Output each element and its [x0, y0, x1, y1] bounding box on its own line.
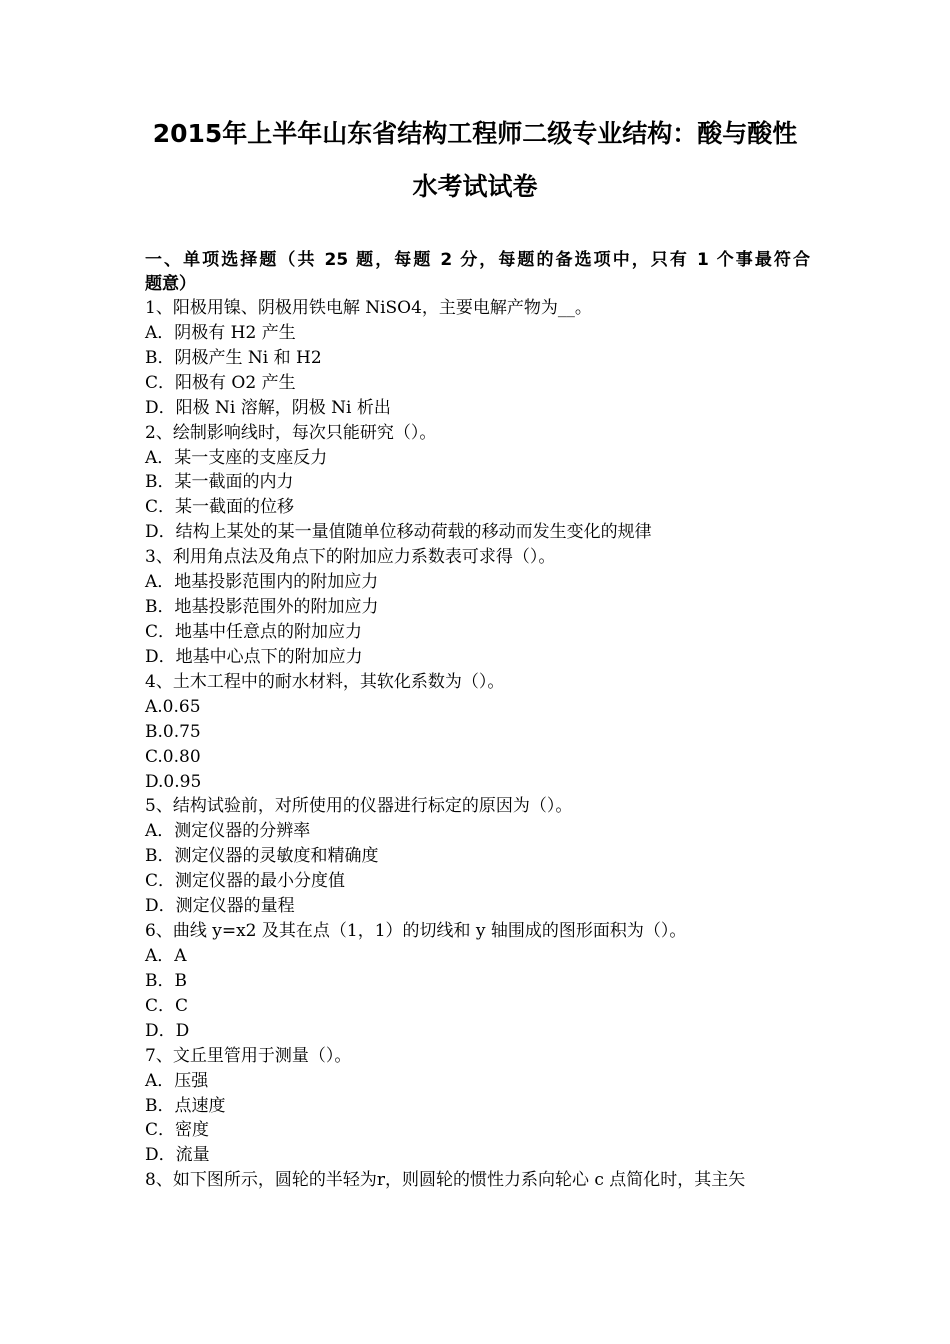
question-1-option-c: C．阳极有 O2 产生 — [145, 372, 296, 393]
question-1-option-b: B．阴极产生 Ni 和 H2 — [145, 347, 322, 368]
question-list — [145, 296, 825, 1193]
question-2-option-d: D．结构上某处的某一量值随单位移动荷载的移动而发生变化的规律 — [145, 522, 652, 543]
question-6-option-a: A．A — [145, 945, 187, 966]
question-7-option-a: A．压强 — [145, 1070, 209, 1091]
section-heading-line-1: 一、单项选择题（共 25 题，每题 2 分，每题的备选项中，只有 1 个事最符合 — [145, 250, 810, 270]
question-6-option-d: D．D — [145, 1020, 190, 1041]
question-4-option-d: D.0.95 — [145, 771, 202, 792]
question-5-option-d: D．测定仪器的量程 — [145, 896, 295, 917]
question-3-option-a: A．地基投影范围内的附加应力 — [145, 572, 379, 593]
document-title-line-1: 2015年上半年山东省结构工程师二级专业结构：酸与酸性 — [152, 119, 798, 148]
document-title-line-2: 水考试试卷 — [412, 172, 538, 201]
question-2-option-c: C．某一截面的位移 — [145, 497, 295, 518]
question-8-stem: 8、如下图所示，圆轮的半轻为r，则圆轮的惯性力系向轮心 c 点简化时，其主矢 — [145, 1170, 746, 1191]
question-2-stem: 2、绘制影响线时，每次只能研究（）。 — [145, 422, 437, 443]
question-4-option-c: C.0.80 — [145, 746, 201, 767]
question-3-option-c: C．地基中任意点的附加应力 — [145, 621, 363, 642]
question-3-option-b: B．地基投影范围外的附加应力 — [145, 597, 379, 618]
question-2-option-a: A．某一支座的支座反力 — [145, 447, 328, 468]
question-1-option-a: A．阴极有 H2 产生 — [145, 322, 296, 343]
question-6-option-b: B．B — [145, 970, 187, 991]
section-heading-line-2: 题意） — [145, 274, 196, 294]
question-5-option-a: A．测定仪器的分辨率 — [145, 821, 311, 842]
section-heading — [145, 248, 810, 296]
question-4-stem: 4、土木工程中的耐水材料，其软化系数为（）。 — [145, 671, 505, 692]
question-7-option-b: B．点速度 — [145, 1095, 226, 1116]
question-5-option-c: C．测定仪器的最小分度值 — [145, 871, 346, 892]
question-2-option-b: B．某一截面的内力 — [145, 472, 294, 493]
question-7-stem: 7、文丘里管用于测量（）。 — [145, 1045, 352, 1066]
question-7-option-c: C．密度 — [145, 1120, 210, 1141]
question-3-option-d: D．地基中心点下的附加应力 — [145, 646, 363, 667]
question-7-option-d: D．流量 — [145, 1145, 210, 1166]
question-5-stem: 5、结构试验前，对所使用的仪器进行标定的原因为（）。 — [145, 796, 573, 817]
question-1-option-d: D．阳极 Ni 溶解，阴极 Ni 析出 — [145, 397, 391, 418]
question-4-option-a: A.0.65 — [145, 696, 201, 717]
question-3-stem: 3、利用角点法及角点下的附加应力系数表可求得（）。 — [145, 547, 556, 568]
question-6-stem: 6、曲线 y=x2 及其在点（1，1）的切线和 y 轴围成的图形面积为（）。 — [145, 921, 687, 942]
question-1-stem: 1、阳极用镍、阴极用铁电解 NiSO4，主要电解产物为__。 — [145, 298, 592, 318]
question-4-option-b: B.0.75 — [145, 721, 201, 742]
question-6-option-c: C．C — [145, 995, 189, 1016]
question-5-option-b: B．测定仪器的灵敏度和精确度 — [145, 846, 379, 867]
